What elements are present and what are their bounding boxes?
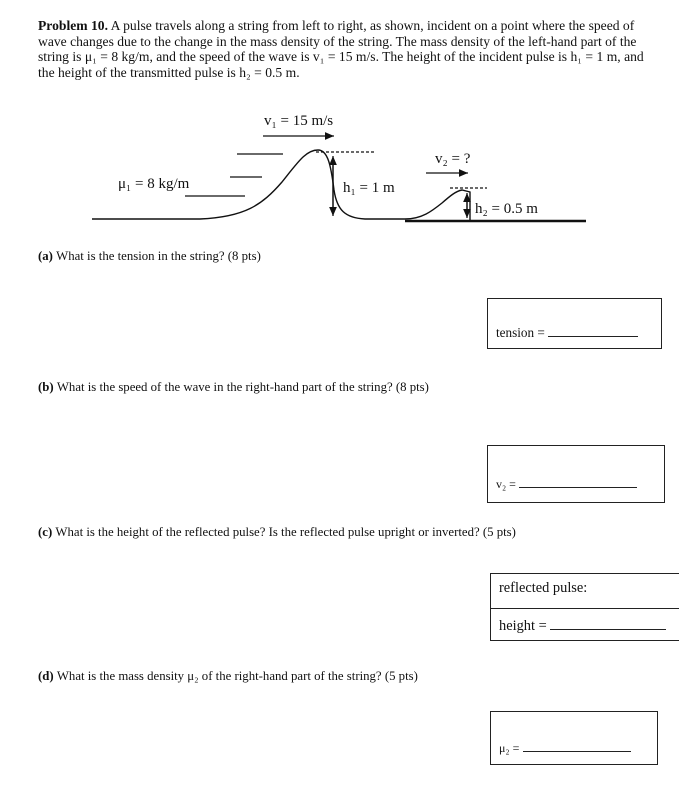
answer-box-c-divider [491,608,679,609]
question-b [38,380,429,395]
mu2-answer-line[interactable] [523,751,631,752]
tension-answer-line[interactable] [548,336,638,337]
question-a-label: (a) [38,249,53,263]
v2-label: v₂ = ? [435,151,471,167]
height-label: height = [499,618,547,634]
v2-answer-line[interactable] [519,487,637,488]
question-d-label: (d) [38,669,54,683]
question-b-text: What is the speed of the wave in the right-hand part of the string? (8 pts) [56,380,429,394]
reflected-pulse-title: reflected pulse: [499,580,588,596]
problem-label: Problem 10. [38,18,108,33]
h2-label: h₂ = 0.5 m [475,201,538,217]
question-c-label: (c) [38,525,53,539]
h2-equation: h₂ = 0.5 m [239,64,297,80]
v1-label: v₁ = 15 m/s [264,113,334,129]
question-a-text: What is the tension in the string? (8 pts) [56,249,261,263]
problem-text-1: A pulse travels along a string from left to right, as shown, incident on a point where the speed of wave changes due to the change in the mass density of the string. The mass density of the left-hand part of the string is [38,18,637,65]
question-b-label: (b) [38,380,54,394]
h1-equation: h₁ = 1 m [570,49,618,65]
problem-text-4: , and the height of the transmitted pulse is [38,49,644,80]
question-c-text: What is the height of the reflected pulse? Is the reflected pulse upright or inverted? (5 pts) [55,525,516,539]
pulse-diagram [0,0,679,240]
answer-box-c[interactable] [490,573,679,641]
mu2-answer-label: μ₂ = [499,741,520,755]
tension-label: tension = [496,325,545,340]
mu1-label: μ₁ = 8 kg/m [118,176,190,192]
answer-box-b[interactable] [487,445,665,503]
question-d [38,669,418,684]
answer-box-a[interactable] [487,298,662,349]
question-c [38,525,516,540]
height-answer-line[interactable] [550,629,666,630]
answer-box-d[interactable] [490,711,658,765]
mu1-equation: μ₁ = 8 kg/m [84,49,150,65]
problem-text-3: . The height of the incident pulse is [375,49,571,65]
v1-equation: v₁ = 15 m/s [312,49,376,65]
problem-text-2: , and the speed of the wave is [149,49,313,65]
question-d-text: What is the mass density μ₂ of the right-hand part of the string? (5 pts) [56,669,418,683]
h1-label: h₁ = 1 m [343,180,395,196]
problem-text-5: . [296,64,300,80]
question-a [38,249,261,264]
v2-answer-label: v₂ = [496,477,516,491]
